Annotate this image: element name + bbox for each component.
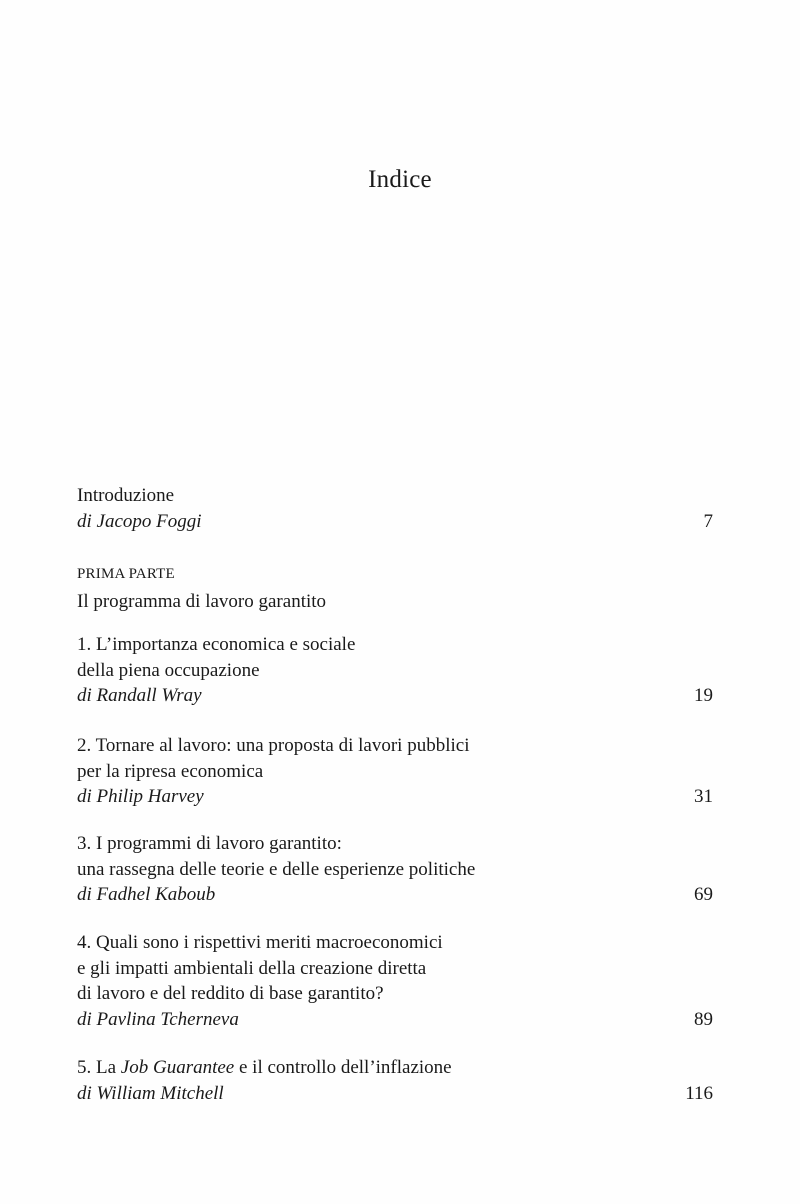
toc-entry-chapter-5[interactable] — [77, 1055, 713, 1106]
entry-author-line — [77, 784, 713, 810]
entry-page-number: 7 — [703, 510, 713, 532]
toc-entry-chapter-1[interactable] — [77, 632, 713, 709]
entry-title-line — [77, 1055, 713, 1081]
entry-author: di Fadhel Kaboub — [77, 884, 216, 905]
entry-title-line: 4. Quali sono i rispettivi meriti macroeconomici — [77, 932, 443, 953]
entry-author: di William Mitchell — [77, 1082, 224, 1104]
entry-page-number: 19 — [694, 685, 713, 706]
entry-title-prefix: 5. La — [77, 1057, 121, 1078]
entry-page-number: 89 — [694, 1008, 713, 1030]
entry-title-line: 2. Tornare al lavoro: una proposta di lavori pubblici — [77, 735, 470, 756]
entry-author: di Pavlina Tcherneva — [77, 1008, 239, 1030]
part-title: Il programma di lavoro garantito — [77, 591, 327, 612]
entry-author-line — [77, 1081, 713, 1107]
part-label: PRIMA PARTE — [77, 566, 175, 582]
entry-title-line: una rassegna delle teorie e delle esperienze politiche — [77, 858, 476, 880]
toc-entry-chapter-2[interactable] — [77, 733, 713, 810]
entry-page-number: 69 — [694, 884, 713, 905]
entry-author-line — [77, 882, 713, 908]
entry-page-number: 31 — [694, 786, 713, 807]
entry-author-line — [77, 1007, 713, 1033]
entry-page-number: 116 — [685, 1082, 713, 1104]
entry-title-line: per la ripresa economica — [77, 760, 264, 782]
entry-title-line: 1. L’importanza economica e sociale — [77, 634, 356, 655]
part-heading — [77, 564, 713, 615]
entry-title-line: 3. I programmi di lavoro garantito: — [77, 833, 342, 854]
entry-author-line — [77, 683, 713, 709]
entry-title: Introduzione — [77, 485, 175, 506]
entry-author: di Philip Harvey — [77, 786, 204, 807]
entry-author: di Jacopo Foggi — [77, 510, 202, 532]
entry-title-suffix: e il controllo dell’inflazione — [234, 1057, 452, 1078]
entry-title-line: di lavoro e del reddito di base garantito? — [77, 983, 384, 1004]
toc-entry-chapter-3[interactable] — [77, 831, 713, 908]
toc-entry-chapter-4[interactable] — [77, 930, 713, 1032]
entry-title-line: della piena occupazione — [77, 659, 260, 681]
entry-title-italic: Job Guarantee — [120, 1057, 235, 1078]
entry-title-line: e gli impatti ambientali della creazione diretta — [77, 957, 427, 979]
entry-author-line — [77, 509, 713, 535]
entry-author: di Randall Wray — [77, 685, 202, 706]
toc-entry-intro[interactable] — [77, 483, 713, 534]
page-title: Indice — [368, 166, 432, 193]
